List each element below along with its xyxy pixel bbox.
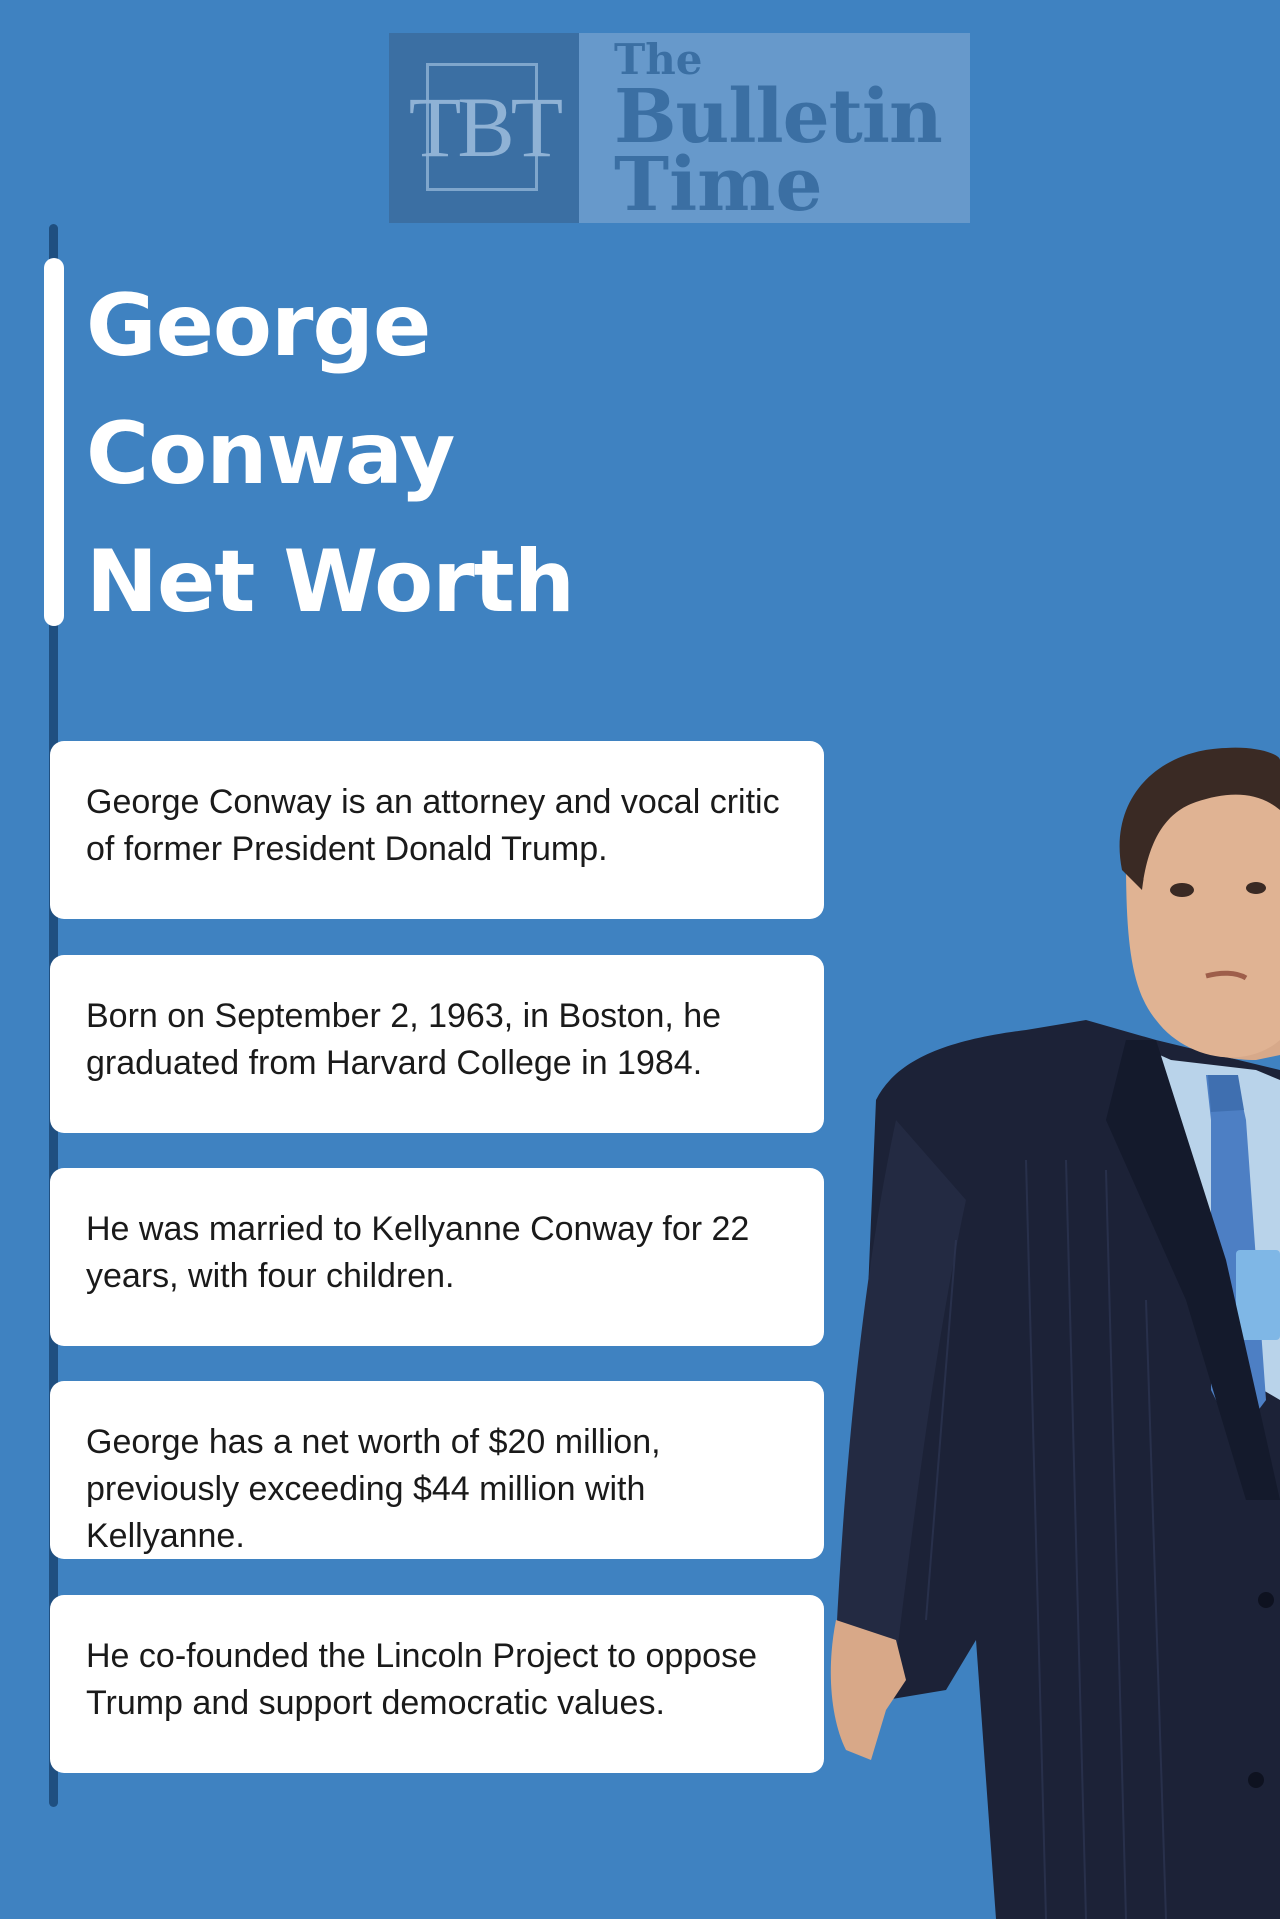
fact-card-1: George Conway is an attorney and vocal critic of former President Donald Trump.: [50, 741, 824, 919]
logo-monogram-text: TBT: [408, 79, 560, 175]
title-accent-bar: [44, 258, 64, 626]
fact-card-2: Born on September 2, 1963, in Boston, he graduated from Harvard College in 1984.: [50, 955, 824, 1133]
fact-card-5: He co-founded the Lincoln Project to oppose Trump and support democratic values.: [50, 1595, 824, 1773]
logo-monogram: [389, 33, 579, 223]
publisher-logo: [389, 33, 970, 228]
title-line-1: George: [86, 276, 431, 376]
logo-word-the: The: [614, 35, 703, 84]
page-title: [86, 262, 574, 646]
logo-word-time: Time: [614, 142, 823, 228]
fact-card-3: He was married to Kellyanne Conway for 22 years, with four children.: [50, 1168, 824, 1346]
logo-word-bulletin: Bulletin: [614, 74, 942, 160]
fact-card-4: George has a net worth of $20 million, previously exceeding $44 million with Kellyanne.: [50, 1381, 824, 1559]
title-line-2: Conway: [86, 404, 455, 504]
title-line-3: Net Worth: [86, 532, 574, 632]
person-photo: [826, 740, 1280, 1919]
logo-wordmark: [579, 33, 970, 228]
